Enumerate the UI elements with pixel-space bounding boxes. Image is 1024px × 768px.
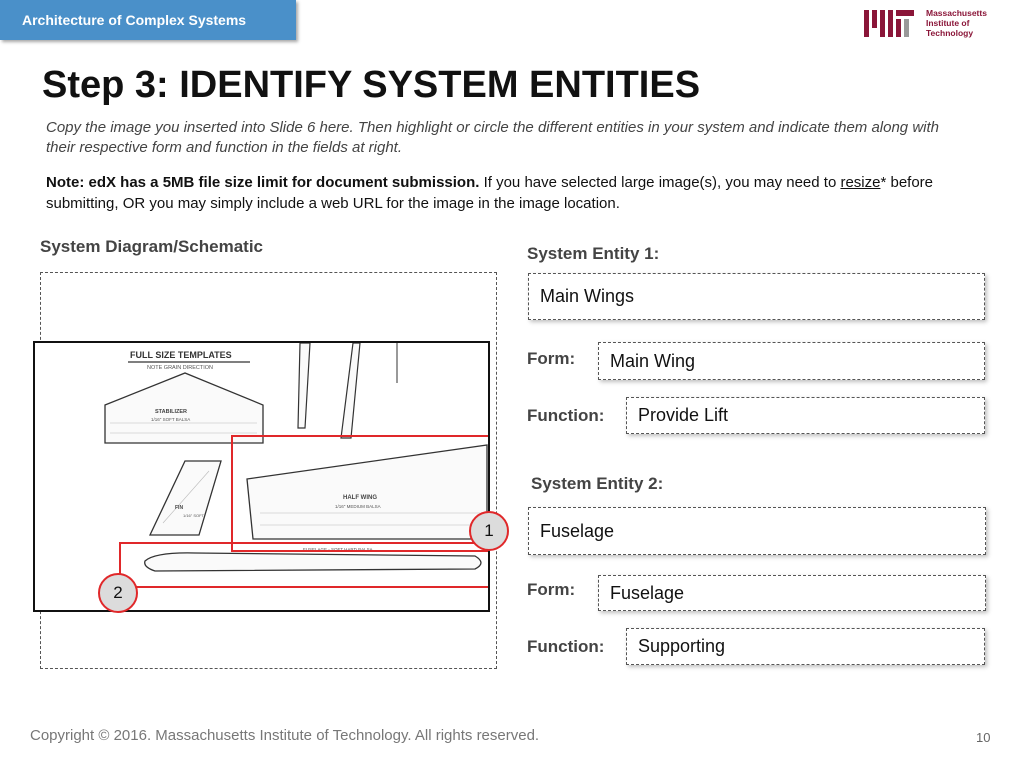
resize-link[interactable]: resize bbox=[840, 174, 881, 191]
file-size-note bbox=[46, 172, 976, 214]
entity-1-function-field[interactable]: Provide Lift bbox=[626, 397, 985, 434]
callout-2: 2 bbox=[98, 573, 138, 613]
page-number: 10 bbox=[976, 730, 991, 745]
note-bold: Note: edX has a 5MB file size limit for document submission. bbox=[46, 174, 480, 191]
callout-1: 1 bbox=[469, 511, 509, 551]
page-title: Step 3: IDENTIFY SYSTEM ENTITIES bbox=[42, 64, 701, 106]
fuselage-shape bbox=[145, 553, 481, 571]
spar-strip-shape bbox=[298, 343, 310, 428]
entity-2-form-field[interactable]: Fuselage bbox=[598, 575, 986, 611]
mit-logo-text: Massachusetts Institute of Technology bbox=[926, 8, 987, 38]
fin-label: FIN bbox=[175, 505, 184, 511]
instructions-text: Copy the image you inserted into Slide 6 here. Then highlight or circle the different entities in your system and indicate them along with their respective form and function in the fields at right. bbox=[46, 119, 939, 156]
copyright-footer: Copyright © 2016. Massachusetts Institute of Technology. All rights reserved. bbox=[30, 727, 540, 744]
stabilizer-sublabel: 1/16" SOFT BALSA bbox=[151, 417, 191, 422]
diagram-label: System Diagram/Schematic bbox=[40, 237, 263, 256]
diagram-image bbox=[33, 341, 490, 612]
entity-1-label: System Entity 1: bbox=[527, 244, 660, 263]
fuselage-label: FUSELAGE - SOFT HARD BALSA bbox=[303, 547, 373, 552]
entity-1-name-field[interactable]: Main Wings bbox=[528, 273, 985, 320]
entity-1-form-label: Form: bbox=[527, 349, 576, 368]
half-wing-label: HALF WING bbox=[343, 495, 377, 501]
entity-2-form-label: Form: bbox=[527, 580, 576, 599]
entity-2-function-label: Function: bbox=[527, 637, 605, 656]
stabilizer-shape bbox=[105, 373, 263, 443]
entity-2-name-field[interactable]: Fuselage bbox=[528, 507, 986, 555]
note-text-2: * before submitting, OR you may simply include a web URL for the image in the image location. bbox=[46, 174, 934, 212]
fin-sublabel: 1/16" SOFT bbox=[183, 513, 204, 518]
entity-1-function-label: Function: bbox=[527, 406, 605, 425]
entity-1-form-field[interactable]: Main Wing bbox=[598, 342, 985, 380]
template-title: FULL SIZE TEMPLATES bbox=[130, 350, 232, 360]
mit-logo bbox=[864, 8, 1004, 40]
stabilizer-label: STABILIZER bbox=[155, 409, 187, 415]
half-wing-sublabel: 1/16" MEDIUM BALSA bbox=[335, 504, 381, 509]
note-text-1: If you have selected large image(s), you may need to bbox=[479, 174, 841, 191]
entity-2-function-field[interactable]: Supporting bbox=[626, 628, 985, 665]
template-subtitle: NOTE GRAIN DIRECTION bbox=[147, 365, 214, 371]
entity-2-label: System Entity 2: bbox=[531, 474, 664, 493]
spar-strip-shape-2 bbox=[341, 343, 360, 438]
mit-logo-icon bbox=[864, 8, 916, 38]
course-tab: Architecture of Complex Systems bbox=[0, 0, 296, 40]
